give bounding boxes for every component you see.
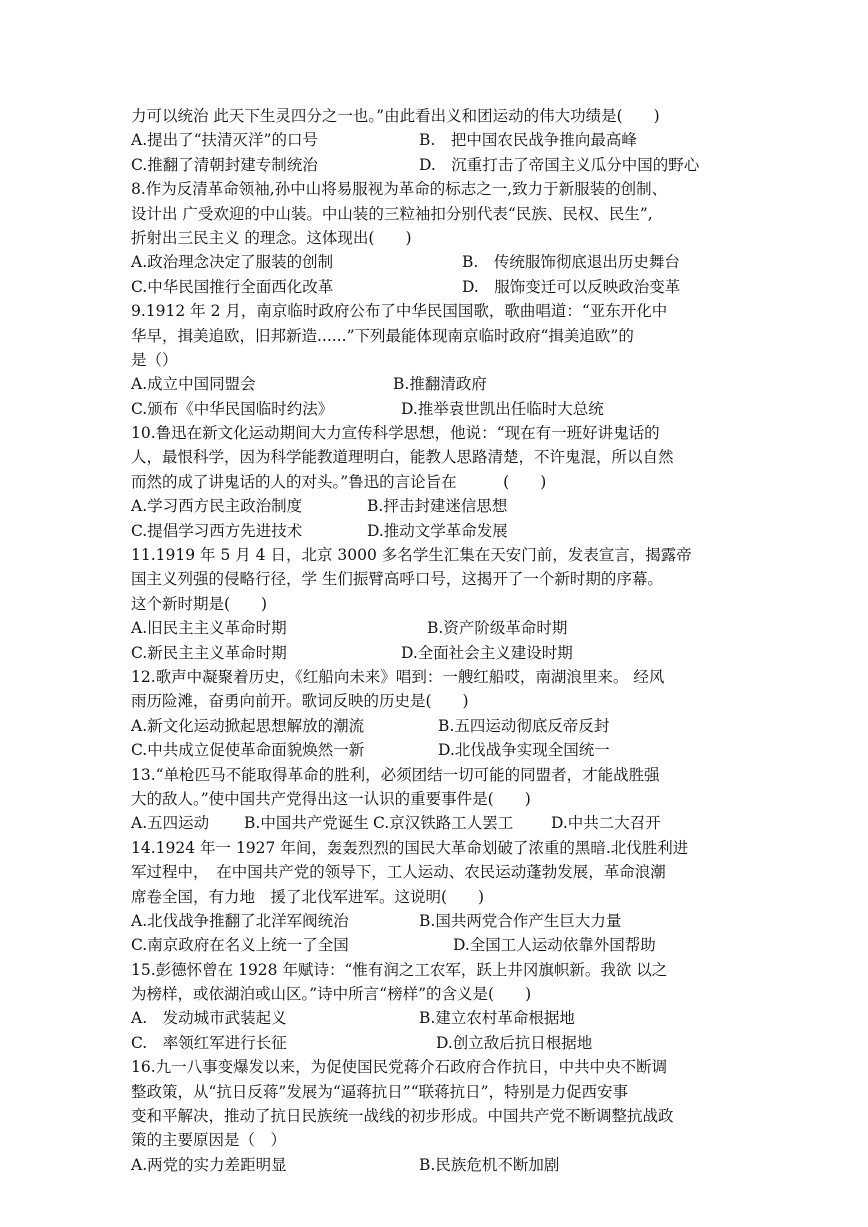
option-item: D.全国工人运动依靠外国帮助 (453, 936, 656, 955)
text-line: 折射出三民主义 的理念。这体现出( ) (131, 228, 412, 247)
option-item: B.建立农村革命根据地 (419, 1009, 575, 1028)
option-item: A.成立中国同盟会 (131, 375, 256, 394)
option-row (131, 811, 751, 835)
option-item: B.资产阶级革命时期 (427, 619, 568, 638)
option-item: B. 把中国农民战争推向最高峰 (419, 131, 637, 150)
text-line: 变和平解决，推动了抗日民族统一战线的初步形成。中国共产党不断调整抗战政 (131, 1107, 674, 1126)
option-item: C.中共成立促使革命面貌焕然一新 (131, 741, 365, 760)
option-item: D.推举袁世凯出任临时大总统 (401, 399, 604, 418)
option-item: C.推翻了清朝封建专制统治 (131, 155, 318, 174)
option-item: D.推动文学革命发展 (367, 521, 508, 540)
text-line: 15.彭德怀曾在 1928 年赋诗：“惟有润之工农军，跃上井冈旗帜新。我欲 以之 (131, 960, 668, 979)
option-item: A.五四运动 (131, 814, 210, 833)
option-row (131, 714, 751, 738)
option-item: A.学习西方民主政治制度 (131, 497, 303, 516)
option-item: A.两党的实力差距明显 (131, 1155, 287, 1174)
option-row (131, 250, 751, 274)
text-line: 10.鲁迅在新文化运动期间大力宣传科学思想，他说：“现在有一班好讲鬼话的 (131, 424, 660, 443)
option-item: B.推翻清政府 (393, 375, 487, 394)
option-item: D.北伐战争实现全国统一 (438, 741, 610, 760)
text-line: 而然的成了讲鬼话的人的对头。”鲁迅的言论旨在 ( ) (131, 472, 547, 491)
option-row (131, 275, 751, 299)
option-item: C.新民主主义革命时期 (131, 643, 287, 662)
text-line: 人，最恨科学，因为科学能教道理明白，能教人思路清楚，不许鬼混，所以自然 (131, 448, 674, 467)
text-line: 国主义列强的侵略行径，学 生们振臂高呼口号，这揭开了一个新时期的序幕。 (131, 570, 663, 589)
option-item: A.北伐战争推翻了北洋军阀统治 (131, 911, 349, 930)
option-row (131, 1153, 751, 1177)
text-line: 华早，揖美追欧，旧邦新造......”下列最能体现南京临时政府“揖美追欧”的 (131, 326, 634, 345)
option-item: C.颁布《中华民国临时约法》 (131, 399, 334, 418)
option-item: B. 传统服饰彻底退出历史舞台 (462, 253, 680, 272)
option-item: A.旧民主主义革命时期 (131, 619, 287, 638)
text-line: 席卷全国，有力地 援了北伐军进军。这说明( ) (131, 887, 485, 906)
option-item: C.提倡学习西方先进技术 (131, 521, 303, 540)
option-row (131, 641, 751, 665)
option-item: B.抨击封建迷信思想 (367, 497, 508, 516)
text-line: 9.1912 年 2 月，南京临时政府公布了中华民国国歌，歌曲唱道：“亚东开化中 (131, 302, 668, 321)
option-row (131, 738, 751, 762)
option-item: B.民族危机不断加剧 (419, 1155, 560, 1174)
text-line: 12.歌声中凝聚着历史，《红船向未来》唱到：一艘红船哎，南湖浪里来。 经风 (131, 667, 665, 686)
option-item: D.中共二大召开 (551, 814, 661, 833)
text-line: 军过程中， 在中国共产党的领导下，工人运动、农民运动蓬勃发展，革命浪潮 (131, 863, 666, 882)
text-line: 8.作为反清革命领袖,孙中山将易服视为革命的标志之一,致力于新服装的创制、 (131, 180, 668, 199)
option-item: B.中国共产党诞生 (244, 814, 369, 833)
option-row (131, 616, 751, 640)
text-line: 这个新时期是( ) (131, 594, 268, 613)
option-item: C. 率领红军进行长征 (131, 1033, 287, 1052)
text-line: 13.“单枪匹马不能取得革命的胜利，必须团结一切可能的同盟者，才能战胜强 (131, 765, 660, 784)
option-item: A.新文化运动掀起思想解放的潮流 (131, 716, 365, 735)
question-text (131, 104, 751, 1177)
option-item: B.五四运动彻底反帝反封 (438, 716, 610, 735)
text-line: 力可以统治 此天下生灵四分之一也。”由此看出义和团运动的伟大功绩是( ) (131, 107, 660, 125)
option-row (131, 1006, 751, 1030)
text-line: 是（） (131, 350, 178, 369)
option-item: A.提出了“扶清灭洋”的口号 (131, 131, 318, 150)
option-row (131, 1031, 751, 1055)
text-line: 雨历险滩，奋勇向前开。歌词反映的历史是( ) (131, 692, 469, 711)
option-row (131, 128, 751, 152)
option-row (131, 397, 751, 421)
text-line: 整政策，从“抗日反蒋”发展为“逼蒋抗日”“联蒋抗日”，特别是力促西安事 (131, 1082, 629, 1101)
option-item: D.创立敌后抗日根据地 (436, 1033, 593, 1052)
option-item: A. 发动城市武装起义 (131, 1009, 287, 1028)
option-item: D. 服饰变迁可以反映政治变革 (462, 277, 681, 296)
option-row (131, 372, 751, 396)
option-item: C.京汉铁路工人罢工 (373, 814, 514, 833)
option-item: A.政治理念决定了服装的创制 (131, 253, 334, 272)
text-line: 设计出 广受欢迎的中山装。中山装的三粒袖扣分别代表“民族、民权、民生”, (131, 204, 653, 223)
option-row (131, 494, 751, 518)
option-row (131, 933, 751, 957)
option-row (131, 519, 751, 543)
option-item: C.南京政府在名义上统一了全国 (131, 936, 349, 955)
text-line: 16.九一八事变爆发以来，为促使国民党蒋介石政府合作抗日，中共中央不断调 (131, 1058, 668, 1077)
option-row (131, 909, 751, 933)
text-line: 14.1924 年一 1927 年间，轰轰烈烈的国民大革命划破了浓重的黑暗.北伐胜利进 (131, 838, 689, 857)
text-line: 策的主要原因是（ ） (131, 1131, 287, 1150)
text-line: 为榜样，或依湖泊或山区。”诗中所言“榜样”的含义是( ) (131, 985, 532, 1004)
option-item: D.全面社会主义建设时期 (401, 643, 573, 662)
option-item: B.国共两党合作产生巨大力量 (419, 911, 622, 930)
option-item: C.中华民国推行全面西化改革 (131, 277, 334, 296)
text-line: 11.1919 年 5 月 4 日，北京 3000 多名学生汇集在天安门前，发表宣言，揭露帝 (131, 546, 692, 565)
text-line: 大的敌人。”使中国共产党得出这一认识的重要事件是( ) (131, 789, 531, 808)
option-item: D. 沉重打击了帝国主义瓜分中国的野心 (419, 155, 700, 174)
option-row (131, 153, 751, 177)
